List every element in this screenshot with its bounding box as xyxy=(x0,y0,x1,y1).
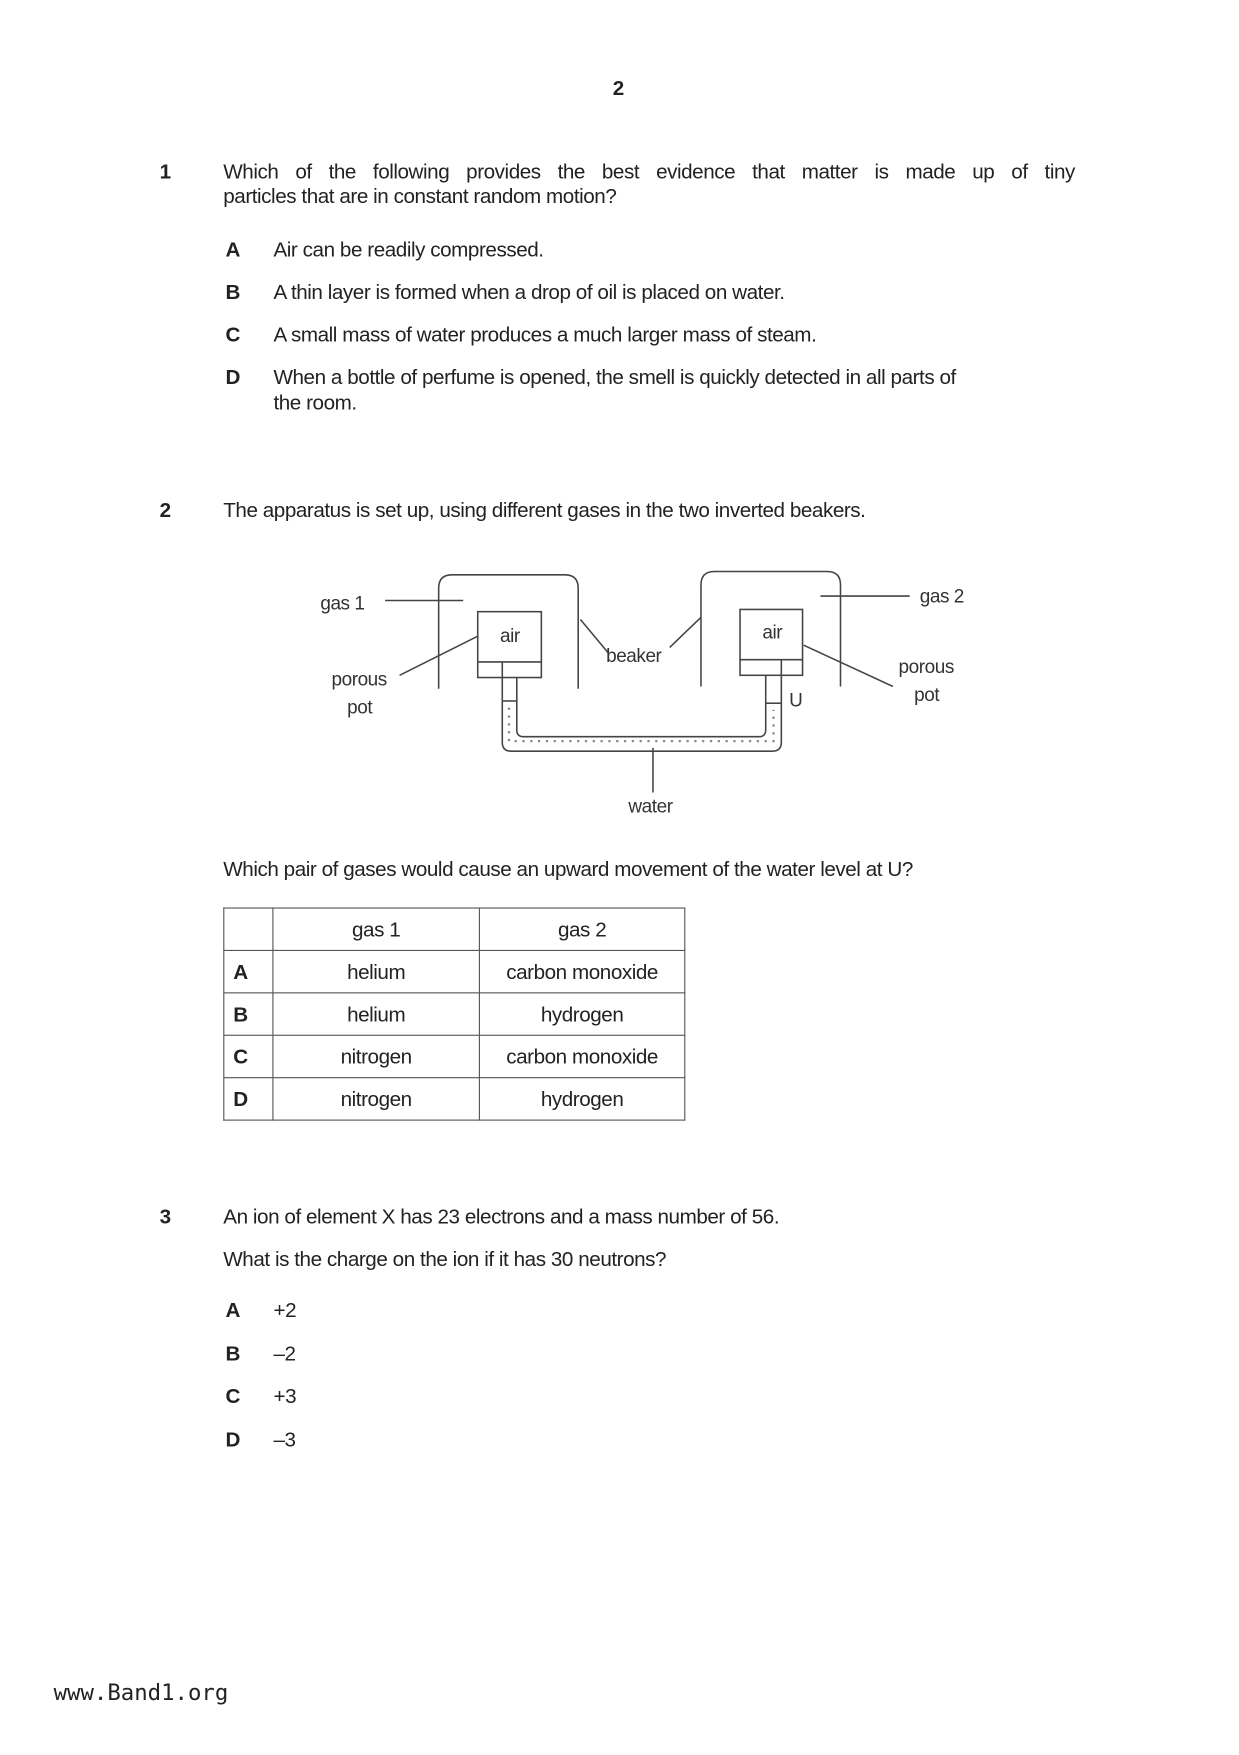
table-row xyxy=(224,950,685,992)
question-line: particles that are in constant random motion? xyxy=(223,184,617,208)
table-cell: hydrogen xyxy=(479,1078,684,1120)
question-text: What is the charge on the ion if it has 30 neutrons? xyxy=(223,1246,667,1271)
label-air-left: air xyxy=(500,625,520,647)
table-row xyxy=(224,1078,685,1120)
option-text: A small mass of water produces a much larger mass of steam. xyxy=(273,322,817,347)
table-cell: B xyxy=(224,993,273,1035)
option-text: +2 xyxy=(273,1298,297,1322)
option-letter: B xyxy=(225,1341,240,1366)
label-pot-right: pot xyxy=(914,684,940,706)
page-number: 2 xyxy=(612,75,624,100)
question-number: 2 xyxy=(159,497,171,522)
question-text: The apparatus is set up, using different gases in the two inverted beakers. xyxy=(223,497,866,522)
table-header: gas 1 xyxy=(273,908,479,950)
question-line: Which of the following provides the best evidence that matter is made up of tiny xyxy=(223,159,1075,184)
option-text: +3 xyxy=(273,1384,297,1408)
answer-table xyxy=(223,907,685,1120)
option-text: the room. xyxy=(273,390,357,415)
label-porous-right: porous xyxy=(898,657,954,679)
table-cell: C xyxy=(224,1035,273,1077)
label-gas-1: gas 1 xyxy=(320,593,365,615)
question-text: An ion of element X has 23 electrons and a mass number of 56. xyxy=(223,1204,780,1228)
label-water: water xyxy=(628,796,673,818)
option-text: –3 xyxy=(273,1427,296,1452)
question-number: 1 xyxy=(159,159,171,184)
table-row xyxy=(224,993,685,1035)
table-cell: helium xyxy=(273,993,479,1035)
label-pot-left: pot xyxy=(347,697,373,719)
option-letter: D xyxy=(225,364,240,389)
table-cell: hydrogen xyxy=(479,993,684,1035)
apparatus-diagram xyxy=(0,0,1239,848)
table-cell: helium xyxy=(273,950,479,992)
option-letter: C xyxy=(225,322,240,347)
label-air-right: air xyxy=(762,622,783,644)
option-letter: B xyxy=(225,280,240,304)
label-gas-2: gas 2 xyxy=(919,586,964,608)
table-cell: A xyxy=(224,950,273,992)
table-header: gas 2 xyxy=(479,908,684,950)
table-cell: carbon monoxide xyxy=(479,950,684,992)
option-text: –2 xyxy=(273,1341,296,1366)
table-cell xyxy=(224,908,273,950)
table-cell: carbon monoxide xyxy=(479,1035,684,1077)
label-beaker: beaker xyxy=(606,645,662,667)
table-cell: nitrogen xyxy=(273,1035,479,1077)
option-letter: C xyxy=(225,1384,240,1408)
footer-watermark: www.Band1.org xyxy=(53,1678,229,1706)
u-tube-inner xyxy=(517,675,766,736)
label-porous-left: porous xyxy=(331,669,387,691)
option-text: A thin layer is formed when a drop of oil is placed on water. xyxy=(273,280,785,304)
option-letter: D xyxy=(225,1427,240,1452)
table-header-row xyxy=(224,908,685,950)
question-number: 3 xyxy=(159,1204,171,1228)
option-text: When a bottle of perfume is opened, the smell is quickly detected in all parts of xyxy=(273,364,956,389)
option-text: Air can be readily compressed. xyxy=(273,237,544,262)
table-cell: D xyxy=(224,1078,273,1120)
option-letter: A xyxy=(225,1298,240,1322)
question-text: Which pair of gases would cause an upward movement of the water level at U? xyxy=(223,857,913,881)
label-u: U xyxy=(789,690,803,712)
table-row xyxy=(224,1035,685,1077)
option-letter: A xyxy=(225,237,240,262)
table-cell: nitrogen xyxy=(273,1078,479,1120)
